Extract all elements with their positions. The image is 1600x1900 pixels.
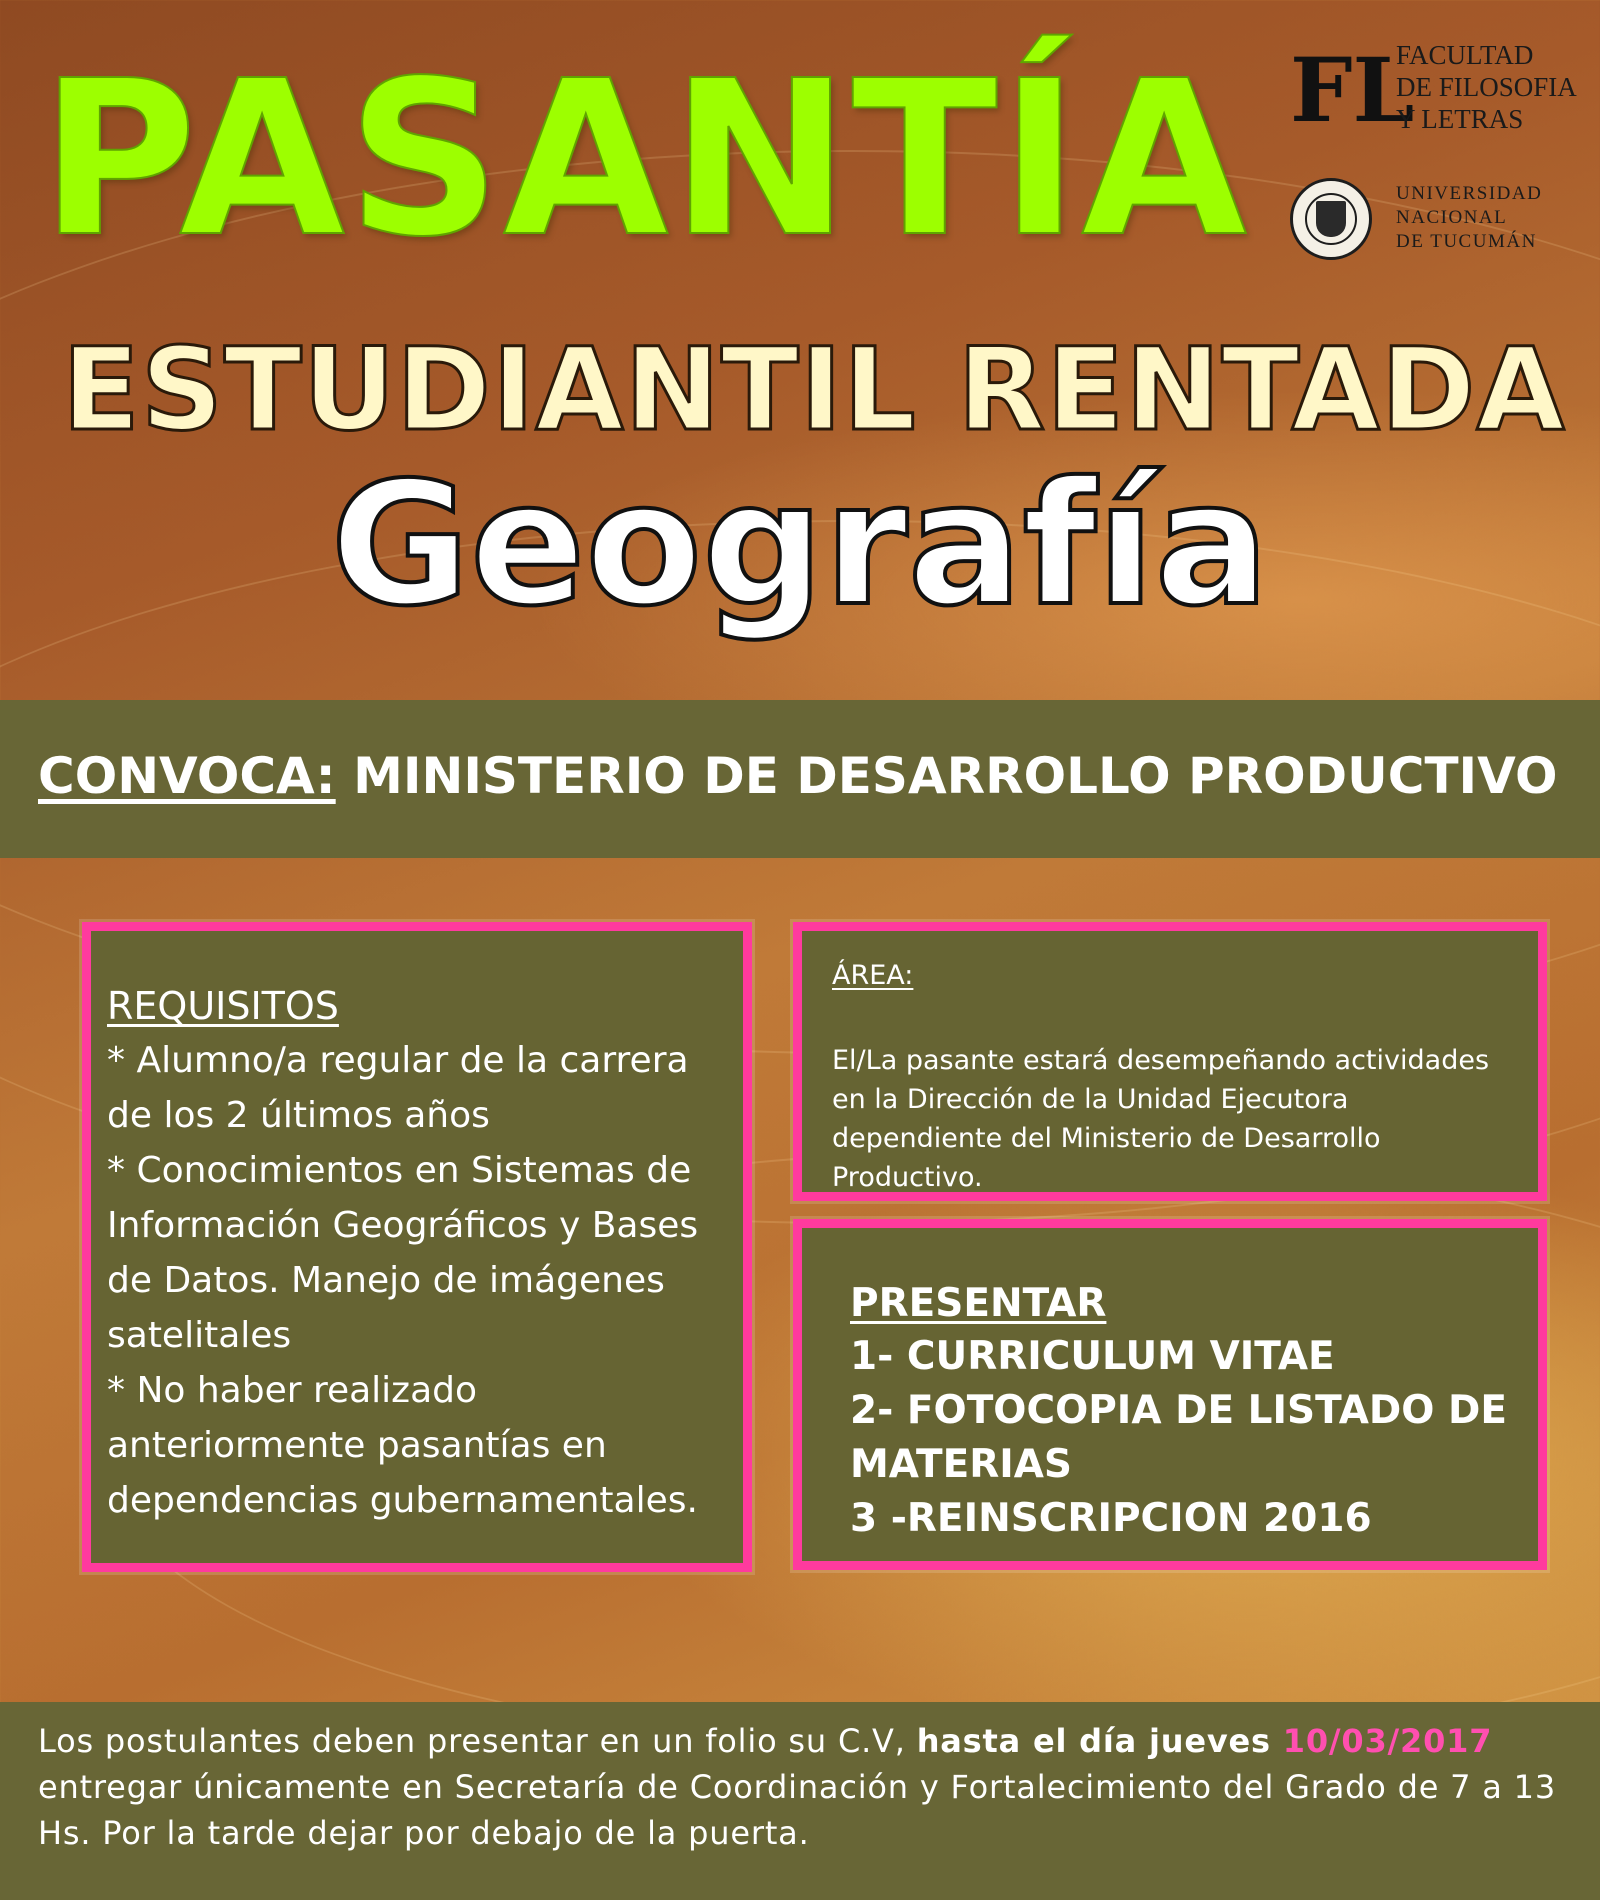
requirement-item: * Conocimientos en Sistemas de Información Geográficos y Bases de Datos. Manejo de imágenes satelitales [107,1150,699,1356]
university-name [1396,182,1596,254]
area-description: El/La pasante estará desempeñando actividades en la Dirección de la Unidad Ejecutora dependiente del Ministerio de Desarrollo Productivo. [832,1045,1490,1193]
requirement-item: * No haber realizado anteriormente pasantías en dependencias gubernamentales. [107,1370,698,1521]
documents-panel [793,1219,1547,1570]
faculty-logo [1290,35,1590,145]
footer-details: entregar únicamente en Secretaría de Coordinación y Fortalecimiento del Grado de 7 a 13 Hs. Por la tarde dejar por debajo de la puerta. [38,1768,1556,1852]
area-title: ÁREA: [832,960,914,991]
footer-intro: Los postulantes deben presentar en un folio su C.V, [38,1722,917,1760]
area-panel [793,922,1547,1201]
requirements-title: REQUISITOS [107,984,339,1028]
headline-main: PASANTÍA [40,35,1249,284]
faculty-name-line: FACULTAD [1396,40,1534,70]
document-item: 1- CURRICULUM VITAE [850,1334,1335,1379]
faculty-name-line: DE FILOSOFIA [1396,72,1577,102]
university-seal-icon [1290,178,1372,260]
headline-subtitle: ESTUDIANTIL RENTADA [62,323,1566,456]
university-name-line: NACIONAL [1396,207,1508,228]
deadline-label: hasta el día jueves [916,1722,1283,1760]
document-item: 3 -REINSCRIPCION 2016 [850,1496,1372,1541]
university-name-line: DE TUCUMÁN [1396,231,1537,252]
convoca-label: CONVOCA: [38,747,336,805]
university-logo [1290,178,1590,273]
requirements-panel [82,922,752,1572]
deadline-date: 10/03/2017 [1282,1722,1493,1760]
footer-banner [0,1702,1600,1900]
faculty-name-line: Y LETRAS [1396,104,1524,134]
convoca-value: MINISTERIO DE DESARROLLO PRODUCTIVO [353,747,1558,805]
faculty-logo-mark: FL [1290,38,1415,142]
headline-topic: Geografía [330,446,1270,644]
convoca-banner [0,700,1600,858]
faculty-name [1396,39,1596,135]
documents-title: PRESENTAR [850,1281,1107,1326]
convoca-line [38,738,1557,814]
footer-instructions [38,1718,1578,1856]
requirement-item: * Alumno/a regular de la carrera de los 2 últimos años [107,1040,689,1136]
university-name-line: UNIVERSIDAD [1396,183,1543,204]
document-item: 2- FOTOCOPIA DE LISTADO DE MATERIAS [850,1388,1508,1487]
